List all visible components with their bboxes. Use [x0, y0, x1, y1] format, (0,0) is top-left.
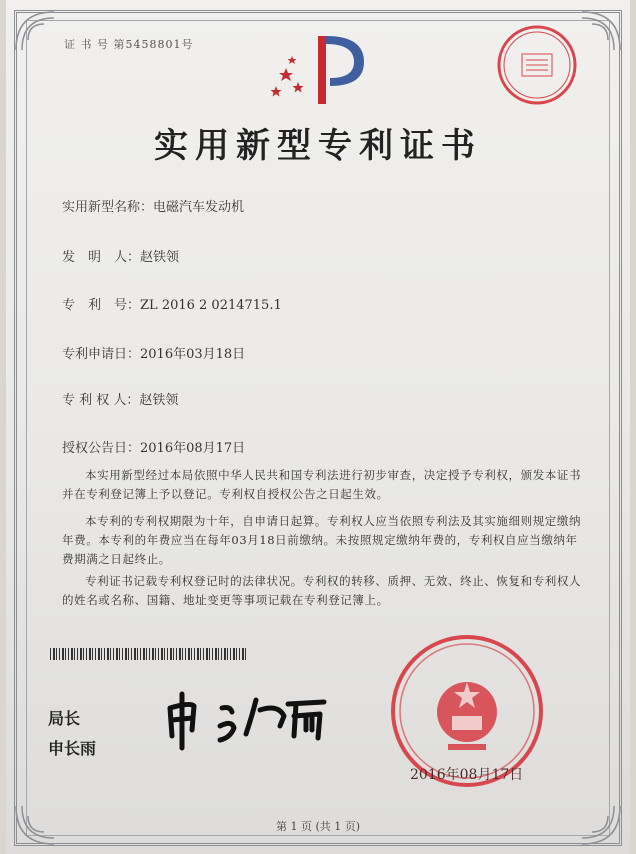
- paragraph-examination: 本实用新型经过本局依照中华人民共和国专利法进行初步审查，决定授予专利权，颁发本证书并在专利登记簿上予以登记。专利权自授权公告之日起生效。: [62, 468, 582, 501]
- issue-date: 2016年08月17日: [410, 767, 524, 783]
- field-value: 电磁汽车发动机: [153, 200, 245, 215]
- page-footer: 第 1 页 (共 1 页): [275, 820, 361, 833]
- patent-office-logo-icon: [268, 30, 378, 110]
- field-utility-model-name: [62, 196, 244, 215]
- field-value: 2016年08月17日: [140, 441, 246, 456]
- field-label: 授权公告日：: [62, 441, 141, 456]
- field-inventor: [62, 246, 179, 265]
- field-label: 专 利 号：: [62, 298, 141, 313]
- certificate-number: 证 书 号 第5458801号: [64, 38, 194, 51]
- signature-name: 申长雨: [48, 739, 97, 758]
- certificate-title: 实用新型专利证书: [154, 126, 482, 166]
- field-label: 专利申请日：: [62, 347, 141, 362]
- barcode: [50, 648, 246, 660]
- field-label: 实用新型名称：: [62, 200, 154, 215]
- field-label: 发 明 人：: [62, 250, 141, 265]
- handwritten-signature-icon: [160, 686, 330, 756]
- paragraph-term-and-fees: 本专利的专利权期限为十年，自申请日起算。专利权人应当依照专利法及其实施细则规定缴纳年费。本专利的年费应当在每年03月18日前缴纳。未按照规定缴纳年费的，专利权自应当缴纳年费期满之日起终止。: [62, 514, 582, 566]
- field-patent-holder: [62, 389, 178, 408]
- field-value: 赵铁领: [140, 250, 180, 265]
- examination-seal-icon: [492, 20, 582, 110]
- field-value: ZL 2016 2 0214715.1: [140, 298, 282, 313]
- field-value: 赵铁领: [139, 393, 179, 408]
- field-label: 专 利 权 人：: [62, 393, 140, 408]
- signature-role: 局长: [48, 709, 81, 728]
- field-patent-number: [62, 294, 282, 313]
- paragraph-legal-status: 专利证书记载专利权登记时的法律状况。专利权的转移、质押、无效、终止、恢复和专利权人的姓名或名称、国籍、地址变更等事项记载在专利登记簿上。: [62, 574, 582, 607]
- corner-ornament-icon: [14, 10, 60, 56]
- corner-ornament-icon: [576, 10, 622, 56]
- field-filing-date: [62, 343, 245, 362]
- field-value: 2016年03月18日: [140, 347, 246, 362]
- field-grant-date: [62, 437, 245, 456]
